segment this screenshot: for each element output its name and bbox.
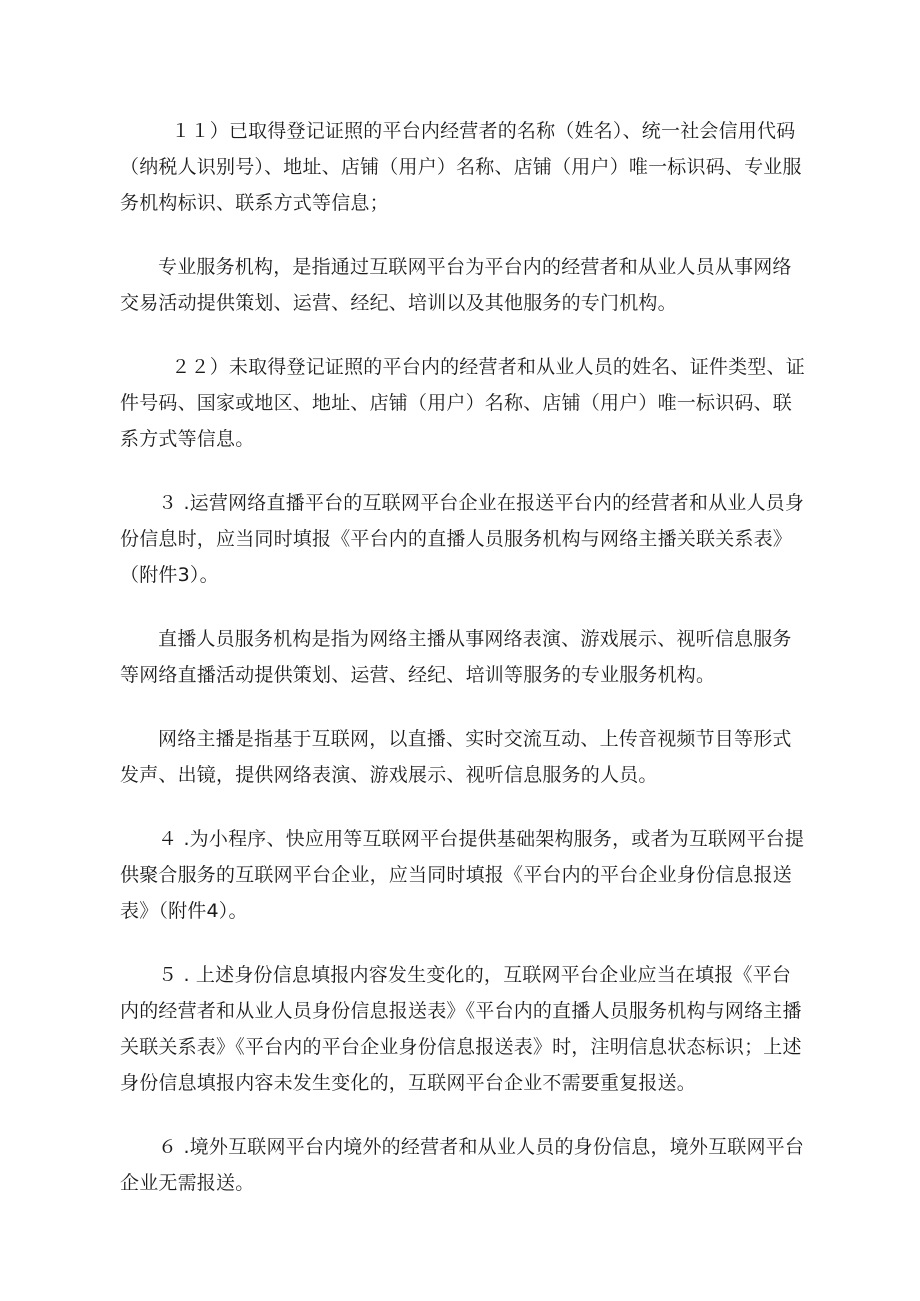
paragraph-item-4: ４ .为小程序、快应用等互联网平台提供基础架构服务，或者为互联网平台提供聚合服务的互联网平台企业，应当同时填报《平台内的平台企业身份信息报送表》（附件4）。 [120,828,805,922]
paragraph-item-2-2: ２２）未取得登记证照的平台内的经营者和从业人员的姓名、证件类型、证件号码、国家或地区、地址、店铺（用户）名称、店铺（用户）唯一标识码、联系方式等信息。 [120,356,805,450]
paragraph-item-6: ６ .境外互联网平台内境外的经营者和从业人员的身份信息，境外互联网平台企业无需报送。 [120,1136,805,1194]
paragraph-streamer-definition: 网络主播是指基于互联网，以直播、实时交流互动、上传音视频节目等形式发声、出镜，提供网络表演、游戏展示、视听信息服务的人员。 [120,728,792,786]
paragraph-professional-service-definition: 专业服务机构，是指通过互联网平台为平台内的经营者和从业人员从事网络交易活动提供策划、运营、经纪、培训以及其他服务的专门机构。 [120,256,792,314]
document-body [120,113,810,1229]
paragraph-item-5: ５ . 上述身份信息填报内容发生变化的，互联网平台企业应当在填报《平台内的经营者和从业人员身份信息报送表》《平台内的直播人员服务机构与网络主播关联关系表》《平台内的平台企业身份信息报送表》时，注明信息状态标识；上述身份信息填报内容未发生变化的，互联网平台企业不需要重复报送。 [120,964,802,1094]
paragraph-item-3: ３ .运营网络直播平台的互联网平台企业在报送平台内的经营者和从业人员身份信息时，应当同时填报《平台内的直播人员服务机构与网络主播关联关系表》（附件3）。 [120,492,805,586]
paragraph-item-1-1: １１）已取得登记证照的平台内经营者的名称（姓名）、统一社会信用代码（纳税人识别号）、地址、店铺（用户）名称、店铺（用户）唯一标识码、专业服务机构标识、联系方式等信息； [120,120,802,214]
paragraph-live-service-definition: 直播人员服务机构是指为网络主播从事网络表演、游戏展示、视听信息服务等网络直播活动提供策划、运营、经纪、培训等服务的专业服务机构。 [120,628,792,686]
